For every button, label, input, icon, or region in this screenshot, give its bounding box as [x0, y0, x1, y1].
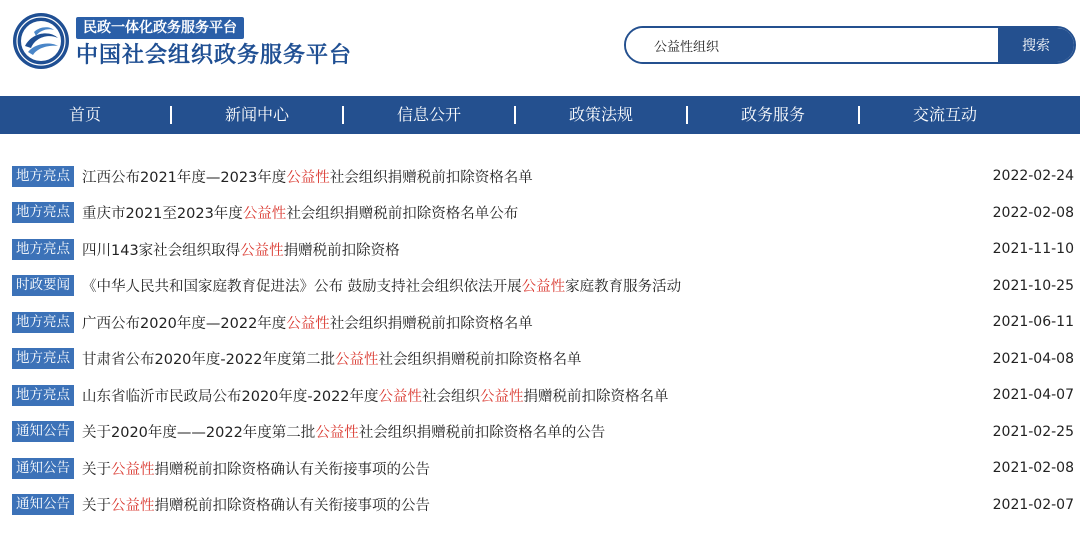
list-item[interactable] — [0, 341, 1080, 378]
highlighted-keyword: 公益性 — [242, 206, 287, 223]
nav-item-home[interactable]: 首页 — [68, 105, 101, 124]
nav-item-interaction[interactable]: 交流互动 — [912, 105, 977, 124]
list-item[interactable] — [0, 487, 1080, 524]
nav-item-information-disclosure[interactable]: 信息公开 — [396, 105, 461, 124]
title-text: 广西公布2020年度—2022年度 — [82, 315, 287, 332]
title-text: 社会组织捐赠税前扣除资格名单 — [378, 352, 582, 369]
news-title-link[interactable] — [82, 494, 430, 515]
title-text: 甘肃省公布2020年度-2022年度第二批 — [82, 352, 336, 369]
title-text: 社会组织捐赠税前扣除资格名单公布 — [286, 206, 519, 223]
publish-date: 2021-04-08 — [992, 350, 1074, 367]
category-badge: 地方亮点 — [12, 202, 74, 223]
title-text: 重庆市2021至2023年度 — [82, 206, 243, 223]
category-badge: 地方亮点 — [12, 239, 74, 260]
title-text: 社会组织 — [422, 388, 481, 405]
category-badge: 地方亮点 — [12, 312, 74, 333]
publish-date: 2021-10-25 — [992, 277, 1074, 294]
news-title-link[interactable] — [82, 275, 681, 296]
title-text: 关于 — [82, 461, 111, 478]
publish-date: 2021-11-10 — [992, 241, 1074, 257]
category-badge: 通知公告 — [12, 458, 74, 479]
news-title-link[interactable] — [82, 312, 533, 333]
list-item[interactable] — [0, 268, 1080, 305]
highlighted-keyword: 公益性 — [480, 388, 524, 405]
list-item[interactable] — [0, 304, 1080, 341]
publish-date: 2021-02-08 — [992, 460, 1074, 476]
category-badge: 通知公告 — [12, 421, 74, 442]
search-bar — [624, 26, 1076, 64]
news-title-link[interactable] — [82, 166, 533, 187]
highlighted-keyword: 公益性 — [286, 169, 330, 186]
title-text: 关于 — [82, 498, 111, 515]
list-item[interactable] — [0, 231, 1080, 268]
main-nav — [0, 96, 1080, 134]
news-list — [0, 158, 1080, 523]
news-title-link[interactable] — [82, 348, 582, 369]
highlighted-keyword: 公益性 — [521, 279, 566, 296]
list-item[interactable] — [0, 414, 1080, 451]
title-text: 《中华人民共和国家庭教育促进法》公布 鼓励支持社会组织依法开展 — [82, 279, 522, 296]
title-text: 关于2020年度——2022年度第二批 — [82, 425, 316, 442]
title-text: 社会组织捐赠税前扣除资格名单的公告 — [358, 425, 606, 442]
title-text: 社会组织捐赠税前扣除资格名单 — [329, 169, 533, 186]
nav-item-government-services[interactable]: 政务服务 — [740, 105, 805, 124]
list-item[interactable] — [0, 377, 1080, 414]
highlighted-keyword: 公益性 — [111, 498, 155, 515]
publish-date: 2021-02-25 — [992, 423, 1074, 440]
search-input[interactable] — [626, 28, 998, 62]
highlighted-keyword: 公益性 — [286, 315, 330, 332]
publish-date: 2022-02-08 — [992, 204, 1074, 221]
highlighted-keyword: 公益性 — [378, 388, 423, 405]
site-title[interactable]: 中国社会组织政务服务平台 — [76, 43, 353, 68]
publish-date: 2022-02-24 — [992, 168, 1074, 184]
list-item[interactable] — [0, 450, 1080, 487]
title-text: 江西公布2021年度—2023年度 — [82, 169, 287, 186]
emblem-logo-icon[interactable] — [12, 12, 70, 70]
category-badge: 通知公告 — [12, 494, 74, 515]
news-title-link[interactable] — [82, 421, 605, 442]
title-text: 山东省临沂市民政局公布2020年度-2022年度 — [82, 388, 379, 405]
search-button[interactable]: 搜索 — [998, 28, 1074, 62]
category-badge: 地方亮点 — [12, 385, 74, 406]
site-header — [0, 0, 1080, 96]
list-item[interactable] — [0, 158, 1080, 195]
publish-date: 2021-04-07 — [992, 387, 1074, 403]
platform-subtitle: 民政一体化政务服务平台 — [76, 17, 244, 39]
publish-date: 2021-06-11 — [992, 314, 1074, 330]
title-text: 四川143家社会组织取得 — [82, 242, 241, 259]
category-badge: 地方亮点 — [12, 166, 74, 187]
highlighted-keyword: 公益性 — [111, 461, 155, 478]
title-text: 家庭教育服务活动 — [565, 279, 682, 296]
title-text: 捐赠税前扣除资格确认有关衔接事项的公告 — [154, 498, 430, 515]
title-text: 捐赠税前扣除资格名单 — [523, 388, 669, 405]
highlighted-keyword: 公益性 — [240, 242, 284, 259]
news-title-link[interactable] — [82, 202, 518, 223]
title-text: 捐赠税前扣除资格 — [283, 242, 400, 259]
publish-date: 2021-02-07 — [992, 496, 1074, 513]
news-title-link[interactable] — [82, 385, 669, 406]
title-text: 捐赠税前扣除资格确认有关衔接事项的公告 — [154, 461, 430, 478]
category-badge: 地方亮点 — [12, 348, 74, 369]
title-text: 社会组织捐赠税前扣除资格名单 — [329, 315, 533, 332]
nav-item-news-center[interactable]: 新闻中心 — [224, 105, 289, 124]
news-title-link[interactable] — [82, 458, 430, 479]
news-title-link[interactable] — [82, 239, 400, 260]
highlighted-keyword: 公益性 — [335, 352, 379, 369]
list-item[interactable] — [0, 195, 1080, 232]
nav-item-policies-regulations[interactable]: 政策法规 — [568, 105, 633, 124]
highlighted-keyword: 公益性 — [315, 425, 359, 442]
category-badge: 时政要闻 — [12, 275, 74, 296]
